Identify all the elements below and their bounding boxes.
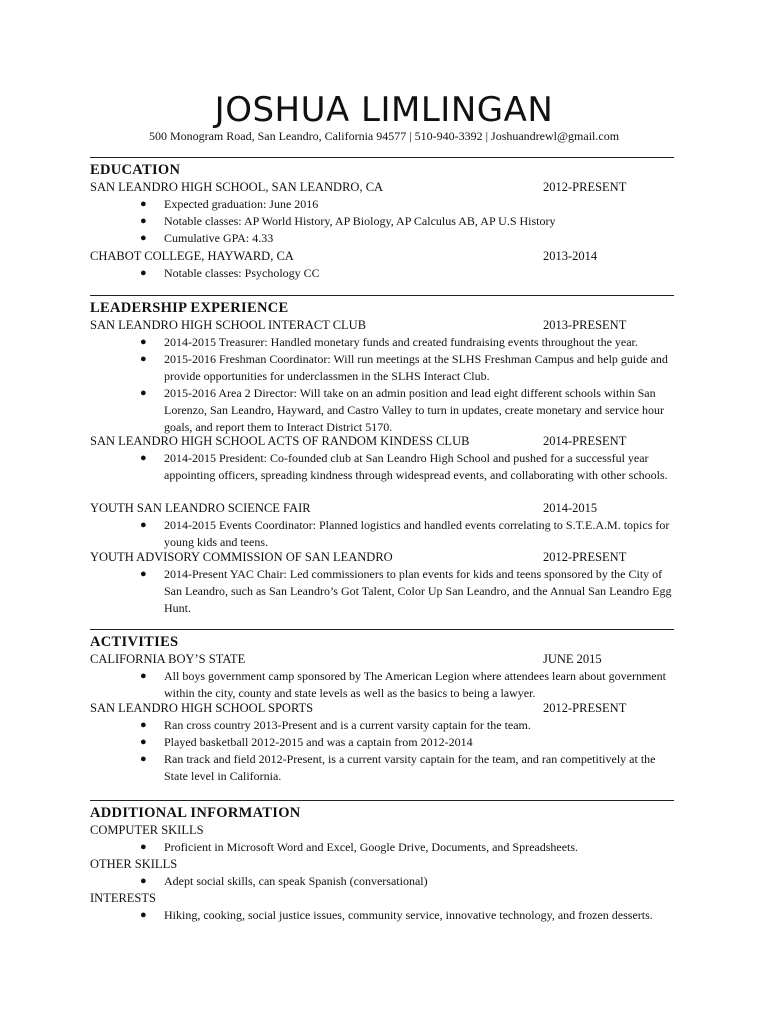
bullet-text: 2015-2016 Area 2 Director: Will take on an admin position and lead eight different schools within San Lorenzo, San Leandro, Hayward, and Castro Valley to turn in updates, create monetary and service hour goals, and report them to Interact District 5170. (164, 386, 664, 434)
entry-date: 2012-PRESENT (543, 550, 627, 564)
bullet-text: Ran track and field 2012-Present, is a current varsity captain for the team, and ran competitively at the State level in California. (164, 752, 656, 783)
bullet-text: All boys government camp sponsored by The American Legion where attendees learn about government within the city, county and state levels as well as the basics to being a lawyer. (164, 669, 666, 700)
section-title-additional: ADDITIONAL INFORMATION (90, 805, 301, 821)
subsection-label: OTHER SKILLS (90, 857, 178, 871)
section-divider (90, 295, 674, 296)
bullet-icon: ● (140, 719, 147, 731)
bullet-item (140, 668, 680, 702)
bullet-item (140, 351, 680, 385)
entry-date: JUNE 2015 (543, 652, 602, 666)
entry-org: CHABOT COLLEGE, HAYWARD, CA (90, 249, 294, 263)
bullet-icon: ● (140, 519, 147, 531)
subsection-label: INTERESTS (90, 891, 156, 905)
section-title-activities: ACTIVITIES (90, 634, 179, 650)
subsection-label: COMPUTER SKILLS (90, 823, 204, 837)
entry-date: 2014-2015 (543, 501, 598, 515)
bullet-item (140, 385, 680, 436)
bullet-icon: ● (140, 670, 147, 682)
bullet-text: 2014-2015 Events Coordinator: Planned logistics and handled events correlating to S.T.E.A.M. topics for young kids and teens. (164, 518, 670, 549)
bullet-item (140, 450, 680, 484)
entry-date: 2014-PRESENT (543, 434, 627, 448)
bullet-item (140, 230, 680, 247)
bullet-item (140, 717, 680, 734)
bullet-text: Expected graduation: June 2016 (164, 197, 319, 211)
bullet-icon: ● (140, 387, 147, 399)
bullet-icon: ● (140, 568, 147, 580)
bullet-text: Adept social skills, can speak Spanish (conversational) (164, 874, 428, 888)
bullet-icon: ● (140, 452, 147, 464)
entry-org: SAN LEANDRO HIGH SCHOOL INTERACT CLUB (90, 318, 367, 332)
bullet-text: Ran cross country 2013-Present and is a current varsity captain for the team. (164, 718, 531, 732)
bullet-item (140, 751, 680, 785)
section-divider (90, 629, 674, 630)
bullet-item (140, 196, 680, 213)
entry-org: CALIFORNIA BOY’S STATE (90, 652, 246, 666)
bullet-item (140, 907, 680, 924)
section-divider (90, 157, 674, 158)
bullet-icon: ● (140, 232, 147, 244)
bullet-icon: ● (140, 215, 147, 227)
bullet-item (140, 334, 680, 351)
bullet-item (140, 873, 680, 890)
entry-org: SAN LEANDRO HIGH SCHOOL SPORTS (90, 701, 314, 715)
bullet-icon: ● (140, 336, 147, 348)
bullet-text: Notable classes: Psychology CC (164, 266, 320, 280)
bullet-icon: ● (140, 753, 147, 765)
bullet-text: Notable classes: AP World History, AP Biology, AP Calculus AB, AP U.S History (164, 214, 556, 228)
bullet-item (140, 839, 680, 856)
bullet-icon: ● (140, 736, 147, 748)
resume-name: JOSHUA LIMLINGAN (214, 90, 554, 130)
bullet-text: Hiking, cooking, social justice issues, community service, innovative technology, and frozen desserts. (164, 908, 653, 922)
section-divider (90, 800, 674, 801)
entry-date: 2013-2014 (543, 249, 598, 263)
section-title-leadership: LEADERSHIP EXPERIENCE (90, 300, 289, 316)
bullet-icon: ● (140, 875, 147, 887)
bullet-text: Played basketball 2012-2015 and was a captain from 2012-2014 (164, 735, 473, 749)
entry-date: 2013-PRESENT (543, 318, 627, 332)
entry-org: YOUTH ADVISORY COMMISSION OF SAN LEANDRO (90, 550, 393, 564)
bullet-item (140, 517, 680, 551)
bullet-text: 2014-2015 President: Co-founded club at San Leandro High School and pushed for a successful year appointing officers, spreading kindness through widespread events, and collaborating with other schools. (164, 451, 668, 482)
entry-org: SAN LEANDRO HIGH SCHOOL, SAN LEANDRO, CA (90, 180, 384, 194)
bullet-icon: ● (140, 841, 147, 853)
bullet-text: 2014-Present YAC Chair: Led commissioners to plan events for kids and teens sponsored by the City of San Leandro, such as San Leandro’s Got Talent, Color Up San Leandro, and the Annual San Leandro Egg Hunt. (164, 567, 672, 615)
contact-line: 500 Monogram Road, San Leandro, California 94577 | 510-940-3392 | Joshuandrewl@gmail.com (148, 129, 620, 143)
bullet-text: Cumulative GPA: 4.33 (164, 231, 274, 245)
entry-org: YOUTH SAN LEANDRO SCIENCE FAIR (90, 501, 311, 515)
entry-date: 2012-PRESENT (543, 180, 627, 194)
entry-org: SAN LEANDRO HIGH SCHOOL ACTS OF RANDOM KINDESS CLUB (90, 434, 470, 448)
bullet-item (140, 213, 680, 230)
bullet-item (140, 734, 680, 751)
bullet-item (140, 566, 680, 617)
bullet-icon: ● (140, 353, 147, 365)
bullet-icon: ● (140, 909, 147, 921)
bullet-icon: ● (140, 198, 147, 210)
section-title-education: EDUCATION (90, 162, 181, 178)
entry-date: 2012-PRESENT (543, 701, 627, 715)
bullet-text: Proficient in Microsoft Word and Excel, Google Drive, Documents, and Spreadsheets. (164, 840, 579, 854)
bullet-text: 2015-2016 Freshman Coordinator: Will run meetings at the SLHS Freshman Campus and help guide and provide opportunities for underclassmen in the SLHS Interact Club. (164, 352, 668, 383)
bullet-text: 2014-2015 Treasurer: Handled monetary funds and created fundraising events throughout the year. (164, 335, 638, 349)
bullet-icon: ● (140, 267, 147, 279)
bullet-item (140, 265, 680, 282)
